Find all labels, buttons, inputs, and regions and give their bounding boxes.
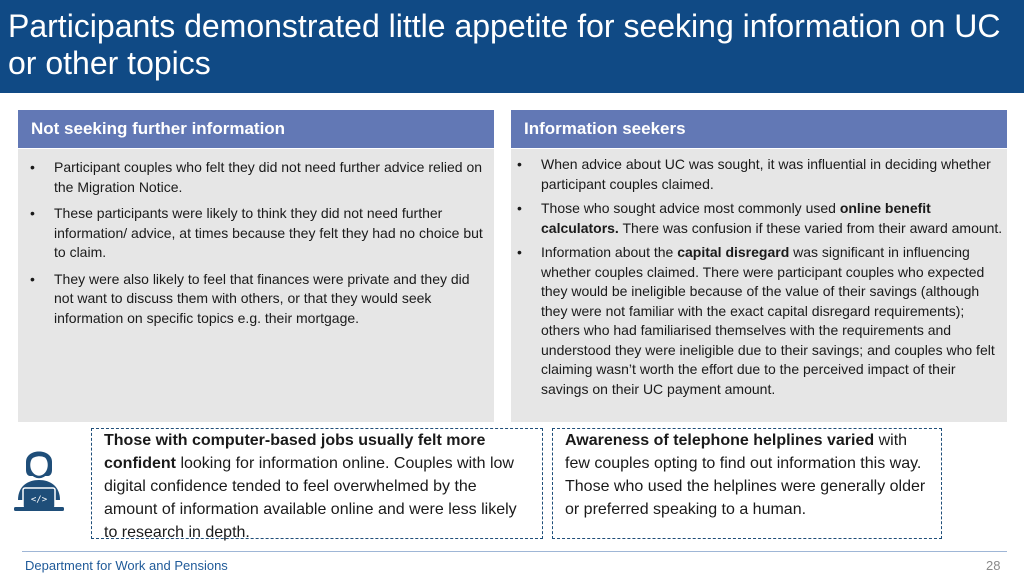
callout-left-bold: Those with computer-based jobs usually felt more confident [104,432,486,472]
bullet-icon: • [517,156,522,172]
bullet-icon: • [30,270,35,287]
right-panel-header [511,110,1007,148]
right-bullet-text: When advice about UC was sought, it was influential in deciding whether participant couples claimed. [541,156,991,192]
right-bullet-list [517,155,1003,404]
left-bullet-item [30,204,484,263]
right-bullet-text: Information about the [541,244,678,260]
right-bullet-item [517,199,1003,238]
right-panel-body [511,149,1007,422]
right-bullet-text-rest: was significant in influencing whether couples claimed. There were participant couples who expected they would be ineligible because of the value of their savings (although they were not familiar with the exact capital disregard requirements); others who had familiarised themselves with the requirements and understood they were ineligible due to their savings; and couples who felt claiming wasn’t worth the effort due to the perceived impact of their savings on their UC payment amount. [541,244,995,397]
footer-organisation: Department for Work and Pensions [25,558,228,573]
page-number: 28 [986,558,1001,573]
callout-right-rest: with few couples opting to find out information this way. Those who used the helplines were generally older or preferred speaking to a human. [565,432,926,518]
left-bullet-text: They were also likely to feel that finances were private and they did not want to discuss them with others, or that they would seek information on specific topics e.g. their mortgage. [54,270,470,326]
left-bullet-item [30,270,484,329]
left-panel-heading: Not seeking further information [31,119,286,138]
footer-divider [22,551,1007,552]
left-bullet-text: Participant couples who felt they did not need further advice relied on the Migration Notice. [54,159,483,195]
right-bullet-bold: online benefit calculators. [541,200,931,236]
left-bullet-text: These participants were likely to think they did not need further information/ advice, at times because they felt they had no choice but to claim. [54,205,483,260]
callout-telephone-helplines [552,428,942,539]
left-bullet-list [30,158,484,335]
left-panel-header [18,110,494,148]
bullet-icon: • [517,200,522,216]
right-bullet-item [517,243,1003,399]
person-at-laptop-code-icon [10,440,68,514]
right-bullet-text: Those who sought advice most commonly used [541,200,840,216]
callout-left-rest: looking for information online. Couples with low digital confidence tended to feel overwhelmed by the amount of information available online and were less likely to research in depth. [104,455,517,541]
page-title: Participants demonstrated little appetite for seeking information on UC or other topics [8,8,1001,81]
bullet-icon: • [517,244,522,260]
svg-text:</>: </> [30,495,48,505]
left-bullet-item [30,158,484,197]
right-bullet-text-rest: There was confusion if these varied from their award amount. [618,219,1003,236]
callout-digital-confidence [91,428,543,539]
title-bar [0,0,1024,93]
right-panel-heading: Information seekers [524,119,686,138]
right-bullet-item [517,155,1003,194]
callout-right-bold: Awareness of telephone helplines varied [565,432,875,449]
right-bullet-bold: capital disregard [677,244,790,260]
bullet-icon: • [30,159,35,175]
bullet-icon: • [30,205,35,221]
left-panel-body [18,149,494,422]
callout-right-text [565,429,929,521]
callout-left-text [104,429,530,544]
